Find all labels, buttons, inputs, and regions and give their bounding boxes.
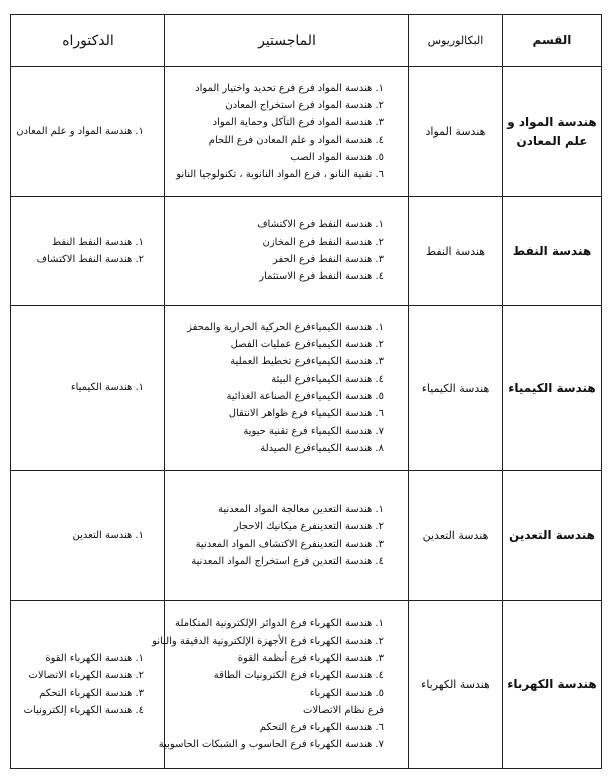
header-master: الماجستير [165, 15, 409, 67]
department-cell: هندسة التعدين [503, 471, 602, 601]
department-cell: هندسة الكيمياء [503, 306, 602, 471]
list-item: ٤. هندسة المواد و علم المعادن فرع اللحام [208, 134, 384, 146]
bachelor-cell: هندسة النفط [409, 197, 503, 306]
list-item: ٤. هندسة النفط فرع الاستثمار [259, 271, 384, 283]
master-cell [152, 601, 409, 769]
list-item: ١. هندسة الكيمياء [70, 382, 144, 394]
bachelor-cell: هندسة التعدين [409, 471, 503, 601]
department-cell: هندسة النفط [503, 197, 602, 306]
list-item: ٥. هندسة الكيمياءفرع الصناعة الغذائية [226, 391, 384, 402]
list-item: ٢. هندسة التعدينفرع ميكانيك الاحجار [234, 521, 384, 533]
list-item: ٣. هندسة الكهرباء التحكم [39, 687, 144, 699]
table-row [11, 67, 602, 197]
header-row [11, 15, 602, 67]
list-item: ٧. هندسة الكهرباء فرع الحاسوب و الشبكات الحاسوبية [158, 739, 384, 751]
master-cell [165, 67, 409, 197]
header-department: القسم [503, 15, 602, 67]
header-phd: الدكتوراه [11, 15, 165, 67]
master-cell [165, 197, 409, 306]
list-item: ٥. هندسة المواد الصب [290, 151, 384, 163]
list-item: ١. هندسة المواد و علم المعادن [16, 125, 144, 137]
list-item: ٤. هندسة الكهرباء إلكترونيات [23, 704, 144, 716]
list-item: ٦. تقنية النانو ، فرع المواد النانوية ، تكنولوجيا النانو [176, 169, 384, 181]
list-item: ٧. هندسة الكيمياء فرع تقنية حيوية [243, 425, 384, 437]
list-item: ٢. هندسة النفط فرع المخازن [262, 236, 384, 248]
list-item: ١. هندسة التعدين [72, 529, 144, 541]
list-item: ١. هندسة التعدين معالجة المواد المعدنية [218, 503, 384, 515]
header-bachelor: البكالوريوس [409, 15, 503, 67]
phd-cell [11, 471, 165, 601]
phd-cell [11, 306, 165, 471]
list-item: ٢. هندسة المواد فرع استخراج المعادن [225, 99, 384, 111]
list-item: ٣. هندسة المواد فرع التآكل وحماية المواد [212, 117, 384, 129]
list-item: ٦. هندسة الكهرباء فرع التحكم [259, 722, 384, 734]
phd-cell [11, 67, 165, 197]
list-item: ١. هندسة النفط فرع الاكتشاف [257, 219, 384, 231]
master-cell [165, 306, 409, 471]
table-row [11, 306, 602, 471]
list-item: ٤. هندسة التعدين فرع استخراج المواد المعدنية [191, 555, 384, 567]
bachelor-cell: هندسة الكيمياء [409, 306, 503, 471]
list-item: ٢. هندسة النفط الاكتشاف [36, 254, 144, 265]
list-item: ٣. هندسة النفط فرع الحفر [272, 254, 384, 265]
phd-cell [11, 601, 165, 769]
list-item: ٣. هندسة الكهرباء فرع أنظمة القوة [237, 652, 384, 664]
list-item: ١. هندسة الكيمياءفرع الحركية الحرارية والمحفز [187, 321, 384, 333]
programs-table [10, 14, 602, 769]
list-item: ٦. هندسة الكيمياء فرع ظواهر الانتقال [228, 408, 384, 420]
list-item: ٢. هندسة الكيمياءفرع عمليات الفصل [230, 339, 384, 351]
table-row [11, 197, 602, 306]
list-item: فرع نظام الاتصالات [303, 704, 384, 716]
list-item: ٨. هندسة الكيمياءفرع الصيدلة [260, 442, 384, 454]
list-item: ٣. هندسة التعدينفرع الاكتشاف المواد المعدنية [195, 538, 384, 550]
phd-cell [11, 197, 165, 306]
list-item: ٣. هندسة الكيمياءفرع تخطيط العملية [230, 356, 384, 368]
table-row [11, 471, 602, 601]
list-item: ١. هندسة الكهرباء فرع الدوائر الإلكترونية المتكاملة [175, 618, 384, 630]
table-row [11, 601, 602, 769]
list-item: ٤. هندسة الكهرباء فرع الكترونيات الطاقة [213, 670, 384, 682]
list-item: ٢. هندسة الكهرباء الاتصالات [28, 670, 144, 682]
master-cell [165, 471, 409, 601]
list-item: ١. هندسة المواد فرع فرع تحديد واختيار المواد [195, 82, 384, 94]
list-item: ١. هندسة النفط النفط [51, 236, 144, 248]
bachelor-cell: هندسة المواد [409, 67, 503, 197]
list-item: ٤. هندسة الكيمياءفرع البيئة [271, 373, 384, 385]
department-cell: هندسة الكهرباء [503, 601, 602, 769]
list-item: ٥. هندسة الكهرباء [309, 687, 384, 699]
list-item: ١. هندسة الكهرباء القوة [45, 652, 144, 664]
bachelor-cell: هندسة الكهرباء [409, 601, 503, 769]
list-item: ٢. هندسة الكهرباء فرع الأجهزة الإلكترونية الدقيقة والنانو [152, 635, 384, 647]
department-cell: هندسة المواد و علم المعادن [503, 67, 602, 197]
